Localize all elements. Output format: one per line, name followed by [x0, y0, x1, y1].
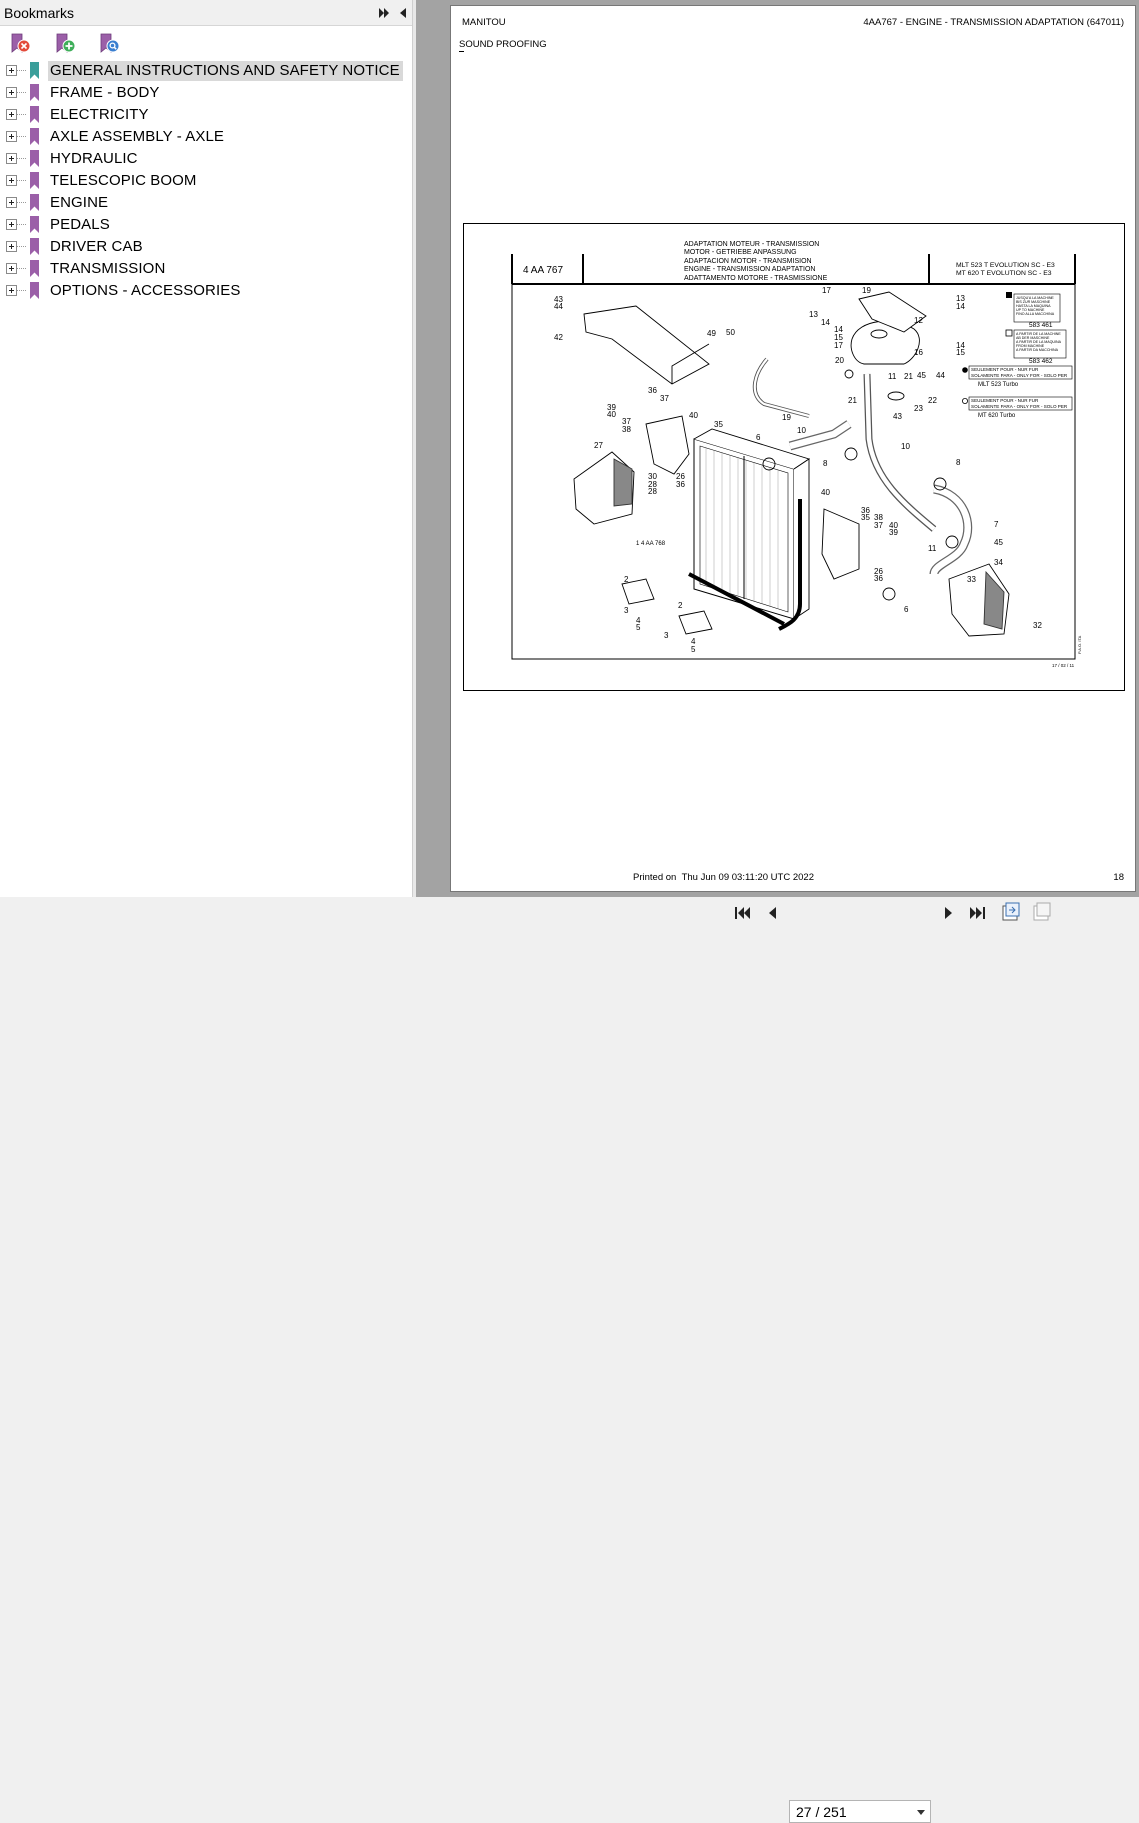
- svg-text:SEULEMENT POUR - NUR FUR: SEULEMENT POUR - NUR FUR: [971, 367, 1039, 372]
- chevron-down-icon[interactable]: [917, 1810, 925, 1815]
- svg-text:13: 13: [809, 310, 818, 319]
- svg-text:SOLAMENTE PARA - ONLY FOR - SO: SOLAMENTE PARA - ONLY FOR - SOLO PER: [971, 404, 1068, 409]
- svg-text:15: 15: [834, 333, 843, 342]
- svg-text:14: 14: [834, 325, 843, 334]
- svg-text:45: 45: [917, 371, 926, 380]
- svg-text:HASTA LA MAQUINA: HASTA LA MAQUINA: [1016, 304, 1051, 308]
- drawing-legend: [962, 292, 1072, 419]
- bookmark-icon: [28, 61, 41, 80]
- svg-text:37: 37: [874, 521, 883, 530]
- svg-text:40: 40: [689, 411, 698, 420]
- bookmark-label[interactable]: HYDRAULIC: [50, 150, 138, 167]
- drawing-title-de: MOTOR - GETRIEBE ANPASSUNG: [684, 249, 797, 256]
- svg-text:26: 26: [874, 567, 883, 576]
- svg-text:SOLAMENTE PARA - ONLY FOR - SO: SOLAMENTE PARA - ONLY FOR - SOLO PER: [971, 373, 1068, 378]
- page-brand: MANITOU: [462, 17, 506, 28]
- svg-text:28: 28: [648, 487, 657, 496]
- svg-text:UP TO MACHINE: UP TO MACHINE: [1016, 308, 1045, 312]
- expand-plus-icon[interactable]: [6, 87, 17, 98]
- bookmark-icon: [28, 215, 41, 234]
- expand-plus-icon[interactable]: [6, 241, 17, 252]
- svg-text:33: 33: [967, 575, 976, 584]
- svg-text:FINO ALLA MACCHINA: FINO ALLA MACCHINA: [1016, 312, 1055, 316]
- svg-text:BIS ZUR MASCHINE: BIS ZUR MASCHINE: [1016, 300, 1051, 304]
- bookmarks-tree: [0, 60, 412, 302]
- svg-text:19: 19: [862, 286, 871, 295]
- svg-text:36: 36: [874, 574, 883, 583]
- svg-text:42: 42: [554, 333, 563, 342]
- bookmark-item[interactable]: [0, 148, 412, 170]
- bookmark-item[interactable]: [0, 214, 412, 236]
- svg-text:17: 17: [822, 286, 831, 295]
- svg-text:8: 8: [823, 459, 828, 468]
- text-cursor: [459, 51, 464, 52]
- drawing-title-en: ENGINE - TRANSMISSION ADAPTATION: [684, 266, 816, 273]
- bookmark-item[interactable]: [0, 170, 412, 192]
- exploded-parts-drawing: [463, 223, 1125, 691]
- page-code-title: 4AA767 - ENGINE - TRANSMISSION ADAPTATION (647011): [863, 17, 1124, 28]
- pdf-page: [450, 5, 1136, 892]
- svg-text:27: 27: [594, 441, 603, 450]
- page-number: 18: [1113, 872, 1124, 883]
- svg-text:43: 43: [893, 412, 902, 421]
- svg-text:A PARTIR DE LA MAQUINA: A PARTIR DE LA MAQUINA: [1016, 340, 1061, 344]
- svg-text:36: 36: [648, 386, 657, 395]
- bookmark-label[interactable]: TELESCOPIC BOOM: [50, 172, 197, 189]
- tree-connector: [17, 290, 26, 291]
- collapse-all-icon[interactable]: [377, 6, 391, 20]
- svg-text:32: 32: [1033, 621, 1042, 630]
- svg-text:26: 26: [676, 472, 685, 481]
- svg-text:10: 10: [797, 426, 806, 435]
- fit-page-icon[interactable]: [1001, 902, 1021, 922]
- previous-page-icon[interactable]: [764, 905, 782, 921]
- expand-plus-icon[interactable]: [6, 109, 17, 120]
- svg-text:P.A.O. ITA: P.A.O. ITA: [1077, 635, 1082, 654]
- tree-connector: [17, 70, 26, 71]
- tree-connector: [17, 246, 26, 247]
- page-subtitle: SOUND PROOFING: [459, 39, 547, 50]
- parts-diagram: [464, 224, 1124, 690]
- bookmark-icon: [28, 105, 41, 124]
- svg-text:22: 22: [928, 396, 937, 405]
- svg-text:40: 40: [889, 521, 898, 530]
- svg-text:JUSQU'A LA MACHINE: JUSQU'A LA MACHINE: [1016, 296, 1054, 300]
- svg-text:50: 50: [726, 328, 735, 337]
- expand-plus-icon[interactable]: [6, 197, 17, 208]
- svg-text:17 / 02 / 11: 17 / 02 / 11: [1052, 663, 1075, 668]
- svg-text:2: 2: [678, 601, 683, 610]
- svg-text:39: 39: [607, 403, 616, 412]
- svg-text:23: 23: [914, 404, 923, 413]
- svg-text:FROM MACHINE: FROM MACHINE: [1016, 344, 1045, 348]
- svg-text:SEULEMENT POUR - NUR FUR: SEULEMENT POUR - NUR FUR: [971, 398, 1039, 403]
- svg-text:44: 44: [554, 302, 563, 311]
- close-panel-icon[interactable]: [396, 6, 410, 20]
- first-page-icon[interactable]: [733, 905, 751, 921]
- bookmarks-header: [0, 0, 412, 26]
- svg-text:28: 28: [648, 480, 657, 489]
- next-page-icon[interactable]: [939, 905, 957, 921]
- svg-text:19: 19: [782, 413, 791, 422]
- tree-connector: [17, 158, 26, 159]
- svg-text:6: 6: [904, 605, 909, 614]
- bookmark-icon: [28, 149, 41, 168]
- svg-text:13: 13: [956, 294, 965, 303]
- svg-text:11: 11: [888, 372, 897, 381]
- bookmark-icon: [28, 127, 41, 146]
- svg-text:4: 4: [636, 616, 641, 625]
- svg-text:35: 35: [861, 513, 870, 522]
- bookmark-label[interactable]: PEDALS: [50, 216, 110, 233]
- svg-text:6: 6: [756, 433, 761, 442]
- expand-plus-icon[interactable]: [6, 175, 17, 186]
- svg-text:15: 15: [956, 348, 965, 357]
- bookmark-add-icon[interactable]: [53, 32, 77, 56]
- svg-text:21: 21: [904, 372, 913, 381]
- current-page-value: 27 / 251: [796, 1804, 847, 1820]
- fit-width-icon[interactable]: [1032, 902, 1052, 922]
- drawing-model-2: MT 620 T EVOLUTION SC - E3: [956, 270, 1052, 277]
- svg-text:5: 5: [691, 645, 696, 654]
- svg-text:37: 37: [660, 394, 669, 403]
- bookmark-remove-icon[interactable]: [8, 32, 32, 56]
- svg-text:44: 44: [936, 371, 945, 380]
- parts-sketch: [574, 292, 1009, 636]
- svg-text:35: 35: [714, 420, 723, 429]
- bookmark-label[interactable]: ELECTRICITY: [50, 106, 149, 123]
- svg-text:14: 14: [956, 302, 965, 311]
- svg-text:A PARTIR DA MACCHINA: A PARTIR DA MACCHINA: [1016, 348, 1059, 352]
- bookmark-item[interactable]: [0, 82, 412, 104]
- last-page-icon[interactable]: [969, 905, 987, 921]
- svg-text:8: 8: [956, 458, 961, 467]
- bookmark-item[interactable]: [0, 60, 412, 82]
- svg-text:2: 2: [624, 575, 629, 584]
- svg-text:12: 12: [914, 316, 923, 325]
- bookmark-label[interactable]: ENGINE: [50, 194, 109, 211]
- tree-connector: [17, 92, 26, 93]
- bookmark-label[interactable]: FRAME - BODY: [50, 84, 160, 101]
- svg-text:30: 30: [648, 472, 657, 481]
- svg-text:583 462: 583 462: [1029, 358, 1053, 365]
- expand-plus-icon[interactable]: [6, 263, 17, 274]
- bookmark-item[interactable]: [0, 126, 412, 148]
- bookmark-item[interactable]: [0, 192, 412, 214]
- svg-text:45: 45: [994, 538, 1003, 547]
- svg-text:7: 7: [994, 520, 999, 529]
- drawing-title-es: ADAPTACION MOTOR - TRANSMISION: [684, 258, 812, 265]
- svg-text:4: 4: [691, 637, 696, 646]
- tree-connector: [17, 268, 26, 269]
- bookmark-label[interactable]: OPTIONS - ACCESSORIES: [50, 282, 241, 299]
- svg-text:36: 36: [861, 506, 870, 515]
- svg-text:14: 14: [956, 341, 965, 350]
- svg-text:11: 11: [928, 544, 937, 553]
- page-navigation-bar: [0, 897, 1139, 1820]
- printed-on-label: Printed on Thu Jun 09 03:11:20 UTC 2022: [633, 872, 814, 883]
- bookmark-label[interactable]: DRIVER CAB: [50, 238, 143, 255]
- svg-text:A PARTIR DE LA MACHINE: A PARTIR DE LA MACHINE: [1016, 332, 1061, 336]
- svg-text:3: 3: [664, 631, 669, 640]
- svg-text:38: 38: [622, 425, 631, 434]
- svg-text:1 4 AA 768: 1 4 AA 768: [636, 541, 666, 547]
- expand-plus-icon[interactable]: [6, 153, 17, 164]
- svg-text:14: 14: [821, 318, 830, 327]
- tree-connector: [17, 202, 26, 203]
- bookmark-icon: [28, 193, 41, 212]
- printed-date: Thu Jun 09 03:11:20 UTC 2022: [681, 872, 814, 883]
- bookmark-icon: [28, 83, 41, 102]
- svg-text:583 461: 583 461: [1029, 322, 1053, 329]
- drawing-title-fr: ADAPTATION MOTEUR - TRANSMISSION: [684, 241, 820, 248]
- expand-plus-icon[interactable]: [6, 131, 17, 142]
- expand-plus-icon[interactable]: [6, 219, 17, 230]
- svg-text:40: 40: [821, 488, 830, 497]
- svg-text:17: 17: [834, 341, 843, 350]
- bookmarks-title: Bookmarks: [4, 5, 75, 21]
- svg-text:43: 43: [554, 295, 563, 304]
- svg-text:10: 10: [901, 442, 910, 451]
- drawing-ref: 4 AA 767: [523, 265, 564, 276]
- svg-text:21: 21: [848, 396, 857, 405]
- bookmark-item[interactable]: [0, 258, 412, 280]
- bookmark-item[interactable]: [0, 280, 412, 302]
- bookmarks-toolbar: [0, 28, 412, 58]
- title-block: [512, 241, 1075, 284]
- page-number-field[interactable]: [789, 1800, 931, 1823]
- tree-connector: [17, 114, 26, 115]
- tree-connector: [17, 224, 26, 225]
- svg-text:5: 5: [636, 623, 641, 632]
- svg-text:37: 37: [622, 417, 631, 426]
- bookmark-search-icon[interactable]: [97, 32, 121, 56]
- svg-text:MT 620 Turbo: MT 620 Turbo: [978, 413, 1016, 419]
- bookmark-icon: [28, 281, 41, 300]
- svg-text:36: 36: [676, 480, 685, 489]
- expand-plus-icon[interactable]: [6, 285, 17, 296]
- bookmark-icon: [28, 237, 41, 256]
- svg-text:20: 20: [835, 356, 844, 365]
- bookmark-label[interactable]: TRANSMISSION: [50, 260, 166, 277]
- bookmarks-panel: [0, 0, 412, 897]
- bookmark-label[interactable]: GENERAL INSTRUCTIONS AND SAFETY NOTICE: [48, 61, 403, 81]
- svg-text:38: 38: [874, 513, 883, 522]
- tree-connector: [17, 136, 26, 137]
- svg-text:40: 40: [607, 410, 616, 419]
- svg-text:3: 3: [624, 606, 629, 615]
- bookmark-item[interactable]: [0, 236, 412, 258]
- svg-text:34: 34: [994, 558, 1003, 567]
- tree-connector: [17, 180, 26, 181]
- svg-text:16: 16: [914, 348, 923, 357]
- svg-text:39: 39: [889, 528, 898, 537]
- svg-text:49: 49: [707, 329, 716, 338]
- drawing-model-1: MLT 523 T EVOLUTION SC - E3: [956, 262, 1055, 269]
- drawing-title-it: ADATTAMENTO MOTORE - TRASMISSIONE: [684, 275, 828, 282]
- svg-text:MLT 523 Turbo: MLT 523 Turbo: [978, 382, 1019, 388]
- bookmark-icon: [28, 171, 41, 190]
- expand-plus-icon[interactable]: [6, 65, 17, 76]
- bookmark-label[interactable]: AXLE ASSEMBLY - AXLE: [50, 128, 225, 145]
- bookmark-item[interactable]: [0, 104, 412, 126]
- svg-text:AB DER MASCHINE: AB DER MASCHINE: [1016, 336, 1050, 340]
- bookmark-icon: [28, 259, 41, 278]
